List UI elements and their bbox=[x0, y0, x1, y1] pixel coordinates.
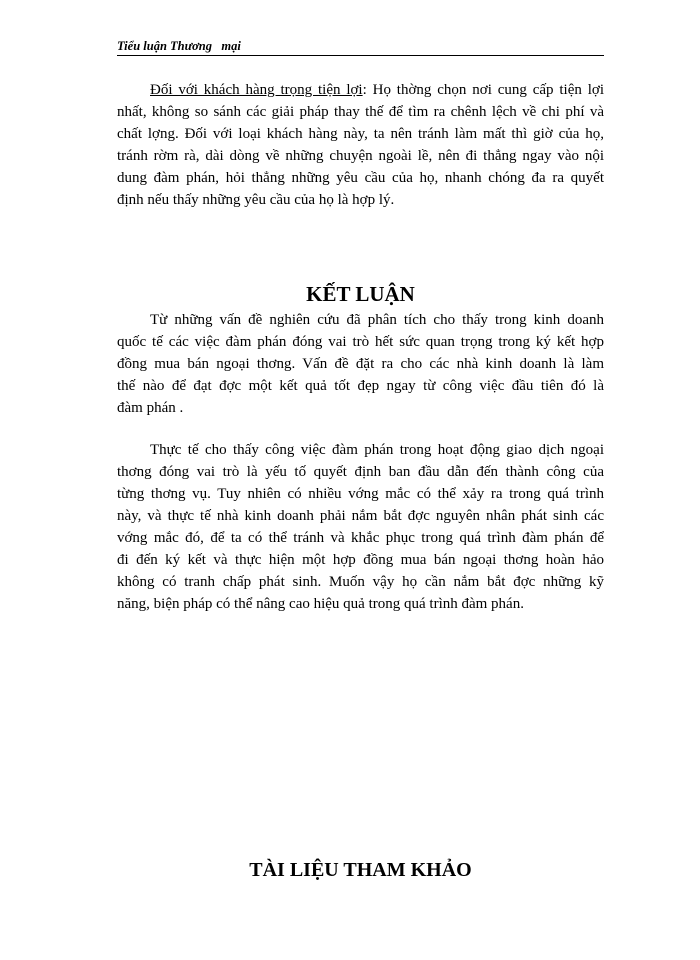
c2-line-7: không có tranh chấp phát sinh. Muốn vậy họ cần nắm bắt đợc những kỹ bbox=[117, 574, 604, 590]
references-title: TÀI LIỆU THAM KHẢO bbox=[249, 859, 472, 881]
intro-line-3: chất lợng. Đối với loại khách hàng này, ta nên tránh làm mất thì giờ của họ, bbox=[117, 126, 604, 142]
intro-lead-label: Đối với khách hàng trọng tiện lợi bbox=[150, 82, 363, 98]
c2-line-2: thơng đóng vai trò là yếu tố quyết định ban đầu dẫn đến thành công của bbox=[117, 464, 604, 480]
conclusion-title: KẾT LUẬN bbox=[306, 282, 415, 306]
c2-line-8: năng, biện pháp có thể nâng cao hiệu quả trong quá trình đàm phán. bbox=[117, 596, 524, 612]
c1-line-5: đàm phán . bbox=[117, 400, 184, 416]
c2-line-3: từng thơng vụ. Tuy nhiên có nhiều vớng mắc có thể xảy ra trong quá trình bbox=[117, 486, 604, 502]
c2-line-4: này, và thực tế nhà kinh doanh phải nắm bắt đợc nguyên nhân phát sinh các bbox=[117, 508, 604, 524]
c2-line-5: vớng mắc đó, để ta có thể tránh và khắc phục trong quá trình đàm phán để bbox=[117, 530, 604, 546]
conclusion-paragraph-1 bbox=[117, 309, 604, 419]
c1-line-3: đồng mua bán ngoại thơng. Vấn đề đặt ra cho các nhà kinh doanh là làm bbox=[117, 356, 604, 372]
c1-line-2: quốc tế các việc đàm phán đóng vai trò hết sức quan trọng trong ký kết hợp bbox=[117, 334, 604, 350]
intro-line-6: định nếu thấy những yêu cầu của họ là hợp lý. bbox=[117, 192, 395, 208]
intro-line-5: dung đàm phán, hỏi thẳng những yêu cầu của họ, nhanh chóng đa ra quyết bbox=[117, 170, 604, 186]
intro-line-1 bbox=[150, 79, 604, 101]
c1-line-4: thế nào để đạt đợc một kết quả tốt đẹp ngay từ công việc đầu tiên đó là bbox=[117, 378, 604, 394]
running-header: Tiểu luận Thương mại bbox=[117, 38, 604, 56]
intro-line-1-text: : Họ thờng chọn nơi cung cấp tiện lợi bbox=[362, 82, 605, 98]
intro-line-4: tránh rờm rà, dài dòng về những chuyện ngoài lề, nên đi thẳng ngay vào nội bbox=[117, 148, 604, 164]
intro-paragraph bbox=[117, 79, 605, 211]
c2-line-6: đi đến ký kết và thực hiện một hợp đồng mua bán ngoại thơng hoàn hảo bbox=[117, 552, 604, 568]
intro-line-2: nhất, không so sánh các giải pháp thay thế để tìm ra chênh lệch về chi phí và bbox=[117, 104, 604, 120]
c2-line-1: Thực tế cho thấy công việc đàm phán trong hoạt động giao dịch ngoại bbox=[150, 442, 604, 458]
c1-line-1: Từ những vấn đề nghiên cứu đã phân tích cho thấy trong kinh doanh bbox=[150, 312, 604, 328]
conclusion-paragraph-2 bbox=[117, 439, 604, 615]
